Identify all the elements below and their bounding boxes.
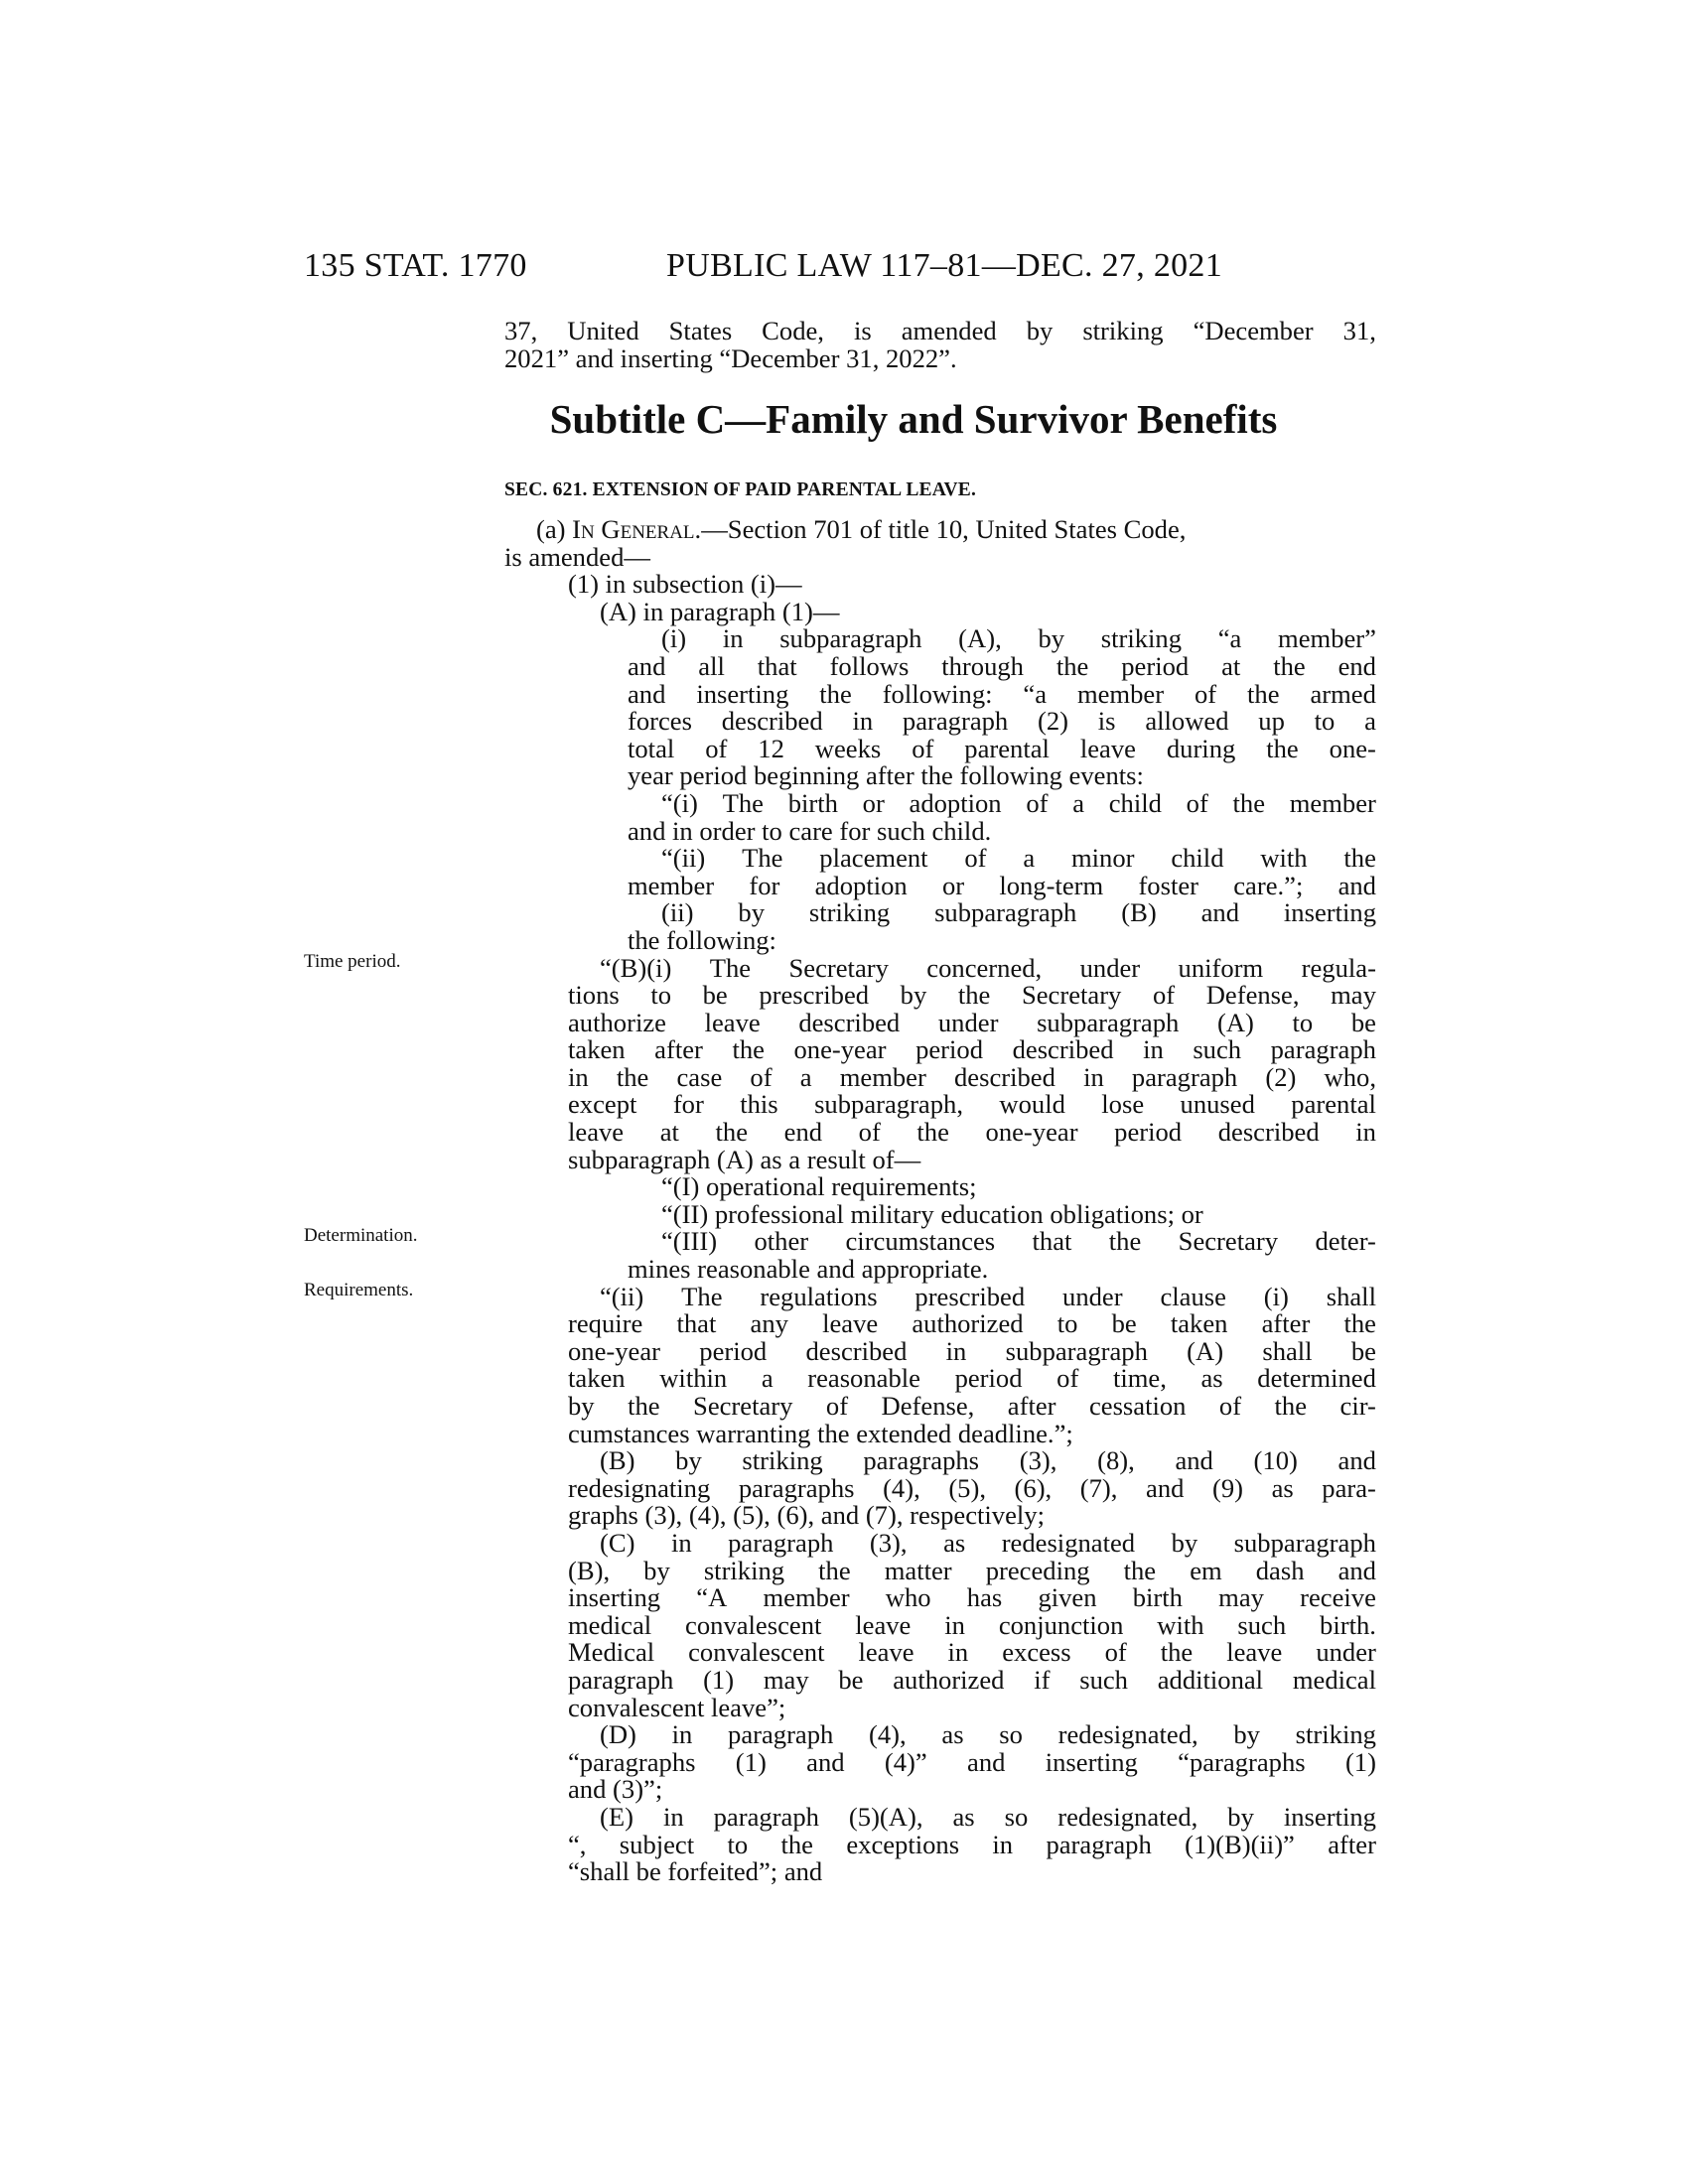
text-line: (1) in subsection (i)— <box>568 569 802 600</box>
text-line: taken within a reasonable period of time, as determined <box>568 1363 1376 1394</box>
text-line: authorize leave described under subparagraph (A) to be <box>568 1007 1376 1037</box>
text-line: 2021” and inserting “December 31, 2022”. <box>504 342 957 373</box>
text-line: “(I) operational requirements; <box>661 1171 977 1202</box>
subtitle-heading: Subtitle C—Family and Survivor Benefits <box>549 396 1278 442</box>
text-line: medical convalescent leave in conjunction with such birth. <box>568 1609 1376 1640</box>
text-line: redesignating paragraphs (4), (5), (6), (7), and (9) as para- <box>568 1472 1376 1503</box>
text-line: (E) in paragraph (5)(A), as so redesignated, by inserting <box>600 1801 1376 1832</box>
text-line: Medical convalescent leave in excess of the leave under <box>568 1637 1376 1668</box>
text-line: “(III) other circumstances that the Secretary deter- <box>661 1226 1376 1257</box>
para-a-rest: .—Section 701 of title 10, United States Code, <box>694 514 1187 544</box>
text-line: forces described in paragraph (2) is allowed up to a <box>628 706 1376 737</box>
text-line: the following: <box>628 924 776 955</box>
text-line: (D) in paragraph (4), as so redesignated, by striking <box>600 1719 1376 1750</box>
running-header-law: PUBLIC LAW 117–81—DEC. 27, 2021 <box>666 247 1223 284</box>
text-line: (i) in subparagraph (A), by striking “a member” <box>661 623 1376 654</box>
text-line: (B) by striking paragraphs (3), (8), and (10) and <box>600 1445 1376 1476</box>
text-line: “(II) professional military education obligations; or <box>661 1198 1203 1229</box>
text-line <box>504 516 1376 544</box>
text-line: mines reasonable and appropriate. <box>628 1254 989 1285</box>
intro-paragraph <box>504 318 1376 372</box>
text-line: taken after the one-year period described in such paragraph <box>568 1034 1376 1065</box>
para-a-smallcaps: In General <box>572 514 695 544</box>
text-line: “(B)(i) The Secretary concerned, under uniform regula- <box>600 952 1376 983</box>
para-a-heading <box>536 516 1186 544</box>
text-line: inserting “A member who has given birth may receive <box>568 1582 1376 1613</box>
text-line: and in order to care for such child. <box>628 815 992 846</box>
text-line: member for adoption or long-term foster care.”; and <box>628 870 1376 900</box>
text-line: subparagraph (A) as a result of— <box>568 1144 921 1174</box>
text-line: “, subject to the exceptions in paragraph (1)(B)(ii)” after <box>568 1829 1376 1859</box>
text-line: except for this subparagraph, would lose unused parental <box>568 1089 1376 1120</box>
text-line: cumstances warranting the extended deadline.”; <box>568 1418 1073 1448</box>
text-line: “(ii) The regulations prescribed under clause (i) shall <box>600 1281 1376 1311</box>
text-line: require that any leave authorized to be taken after the <box>568 1308 1376 1339</box>
text-line: (ii) by striking subparagraph (B) and inserting <box>661 897 1376 928</box>
text-line: paragraph (1) may be authorized if such additional medical <box>568 1664 1376 1695</box>
section-title: SEC. 621. EXTENSION OF PAID PARENTAL LEAVE. <box>504 479 977 500</box>
text-line: is amended— <box>504 541 650 572</box>
margin-note-time-period: Time period. <box>304 951 401 972</box>
margin-note-requirements: Requirements. <box>304 1280 414 1300</box>
text-line: “(i) The birth or adoption of a child of the member <box>661 787 1376 818</box>
text-line: 37, United States Code, is amended by striking “December 31, <box>504 316 1376 345</box>
para-a-prefix: (a) <box>536 514 573 544</box>
text-line: in the case of a member described in paragraph (2) who, <box>568 1061 1376 1092</box>
text-line: one-year period described in subparagraph (A) shall be <box>568 1335 1376 1366</box>
margin-note-determination: Determination. <box>304 1225 418 1246</box>
text-line: tions to be prescribed by the Secretary of Defense, may <box>568 980 1376 1011</box>
text-line: “shall be forfeited”; and <box>568 1856 823 1887</box>
text-line: “(ii) The placement of a minor child with the <box>661 843 1376 874</box>
text-line: leave at the end of the one-year period described in <box>568 1117 1376 1148</box>
text-line: total of 12 weeks of parental leave during the one- <box>628 733 1376 763</box>
page-stat-citation: 135 STAT. 1770 <box>304 247 527 284</box>
text-line: (C) in paragraph (3), as redesignated by subparagraph <box>600 1527 1376 1558</box>
text-line: graphs (3), (4), (5), (6), and (7), respectively; <box>568 1500 1045 1531</box>
section-body <box>504 516 1376 1886</box>
text-line: year period beginning after the following events: <box>628 760 1144 791</box>
text-line: and inserting the following: “a member of the armed <box>628 678 1376 709</box>
text-line: by the Secretary of Defense, after cessation of the cir- <box>568 1391 1376 1421</box>
text-line: (A) in paragraph (1)— <box>600 596 840 626</box>
text-line: and (3)”; <box>568 1774 663 1805</box>
text-line: convalescent leave”; <box>568 1692 786 1722</box>
text-line: and all that follows through the period at the end <box>628 650 1376 681</box>
text-line: (B), by striking the matter preceding the em dash and <box>568 1555 1376 1585</box>
text-line: “paragraphs (1) and (4)” and inserting “paragraphs (1) <box>568 1746 1376 1777</box>
